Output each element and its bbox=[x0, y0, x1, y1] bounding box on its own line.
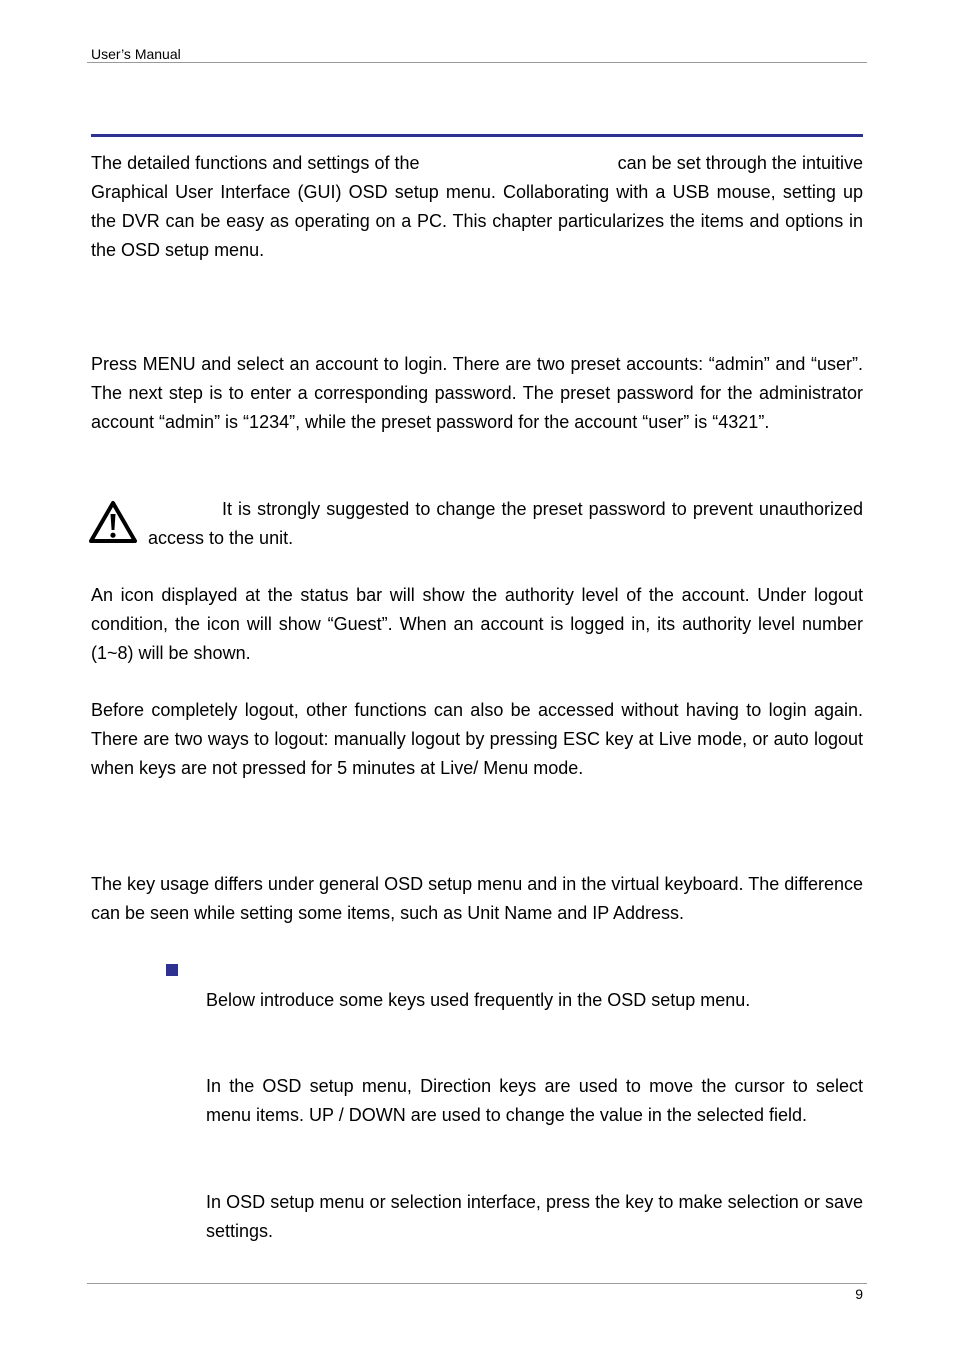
direction-keys-paragraph: In the OSD setup menu, Direction keys are used to move the cursor to select menu items. UP / DOWN are used to change the value in the selected field. bbox=[206, 1076, 863, 1125]
login-paragraph: Press MENU and select an account to login. There are two preset accounts: “admin” and “user”. The next step is to enter a corresponding password. The preset password for the administrator account “admin” is “1234”, while the preset password for the account “user” is “4321”. bbox=[91, 354, 863, 432]
logout-paragraph: Before completely logout, other functions can also be accessed without having to login again. There are two ways to logout: manually logout by pressing ESC key at Live mode, or auto logout when keys are not pressed for 5 minutes at Live/ Menu mode. bbox=[91, 700, 863, 778]
intro-text-after: can be set through the intuitive Graphical User Interface (GUI) OSD setup menu. Collaborating with a USB mouse, setting up the DVR can be easy as operating on a PC. This chapter particularizes the items and options in the OSD setup menu. bbox=[91, 153, 864, 260]
osd-keys-intro: Below introduce some keys used frequently in the OSD setup menu. bbox=[206, 990, 751, 1010]
header-manual-label: User’s Manual bbox=[91, 46, 181, 62]
footer-divider bbox=[87, 1283, 867, 1284]
warning-triangle-icon bbox=[89, 500, 137, 544]
intro-paragraph bbox=[91, 149, 863, 265]
status-bar-paragraph: An icon displayed at the status bar will show the authority level of the account. Under logout condition, the icon will show “Guest”. When an account is logged in, its authority level number (1~8) will be shown. bbox=[91, 585, 863, 663]
intro-text-before: The detailed functions and settings of the bbox=[91, 153, 420, 173]
bullet-square-icon bbox=[166, 964, 178, 976]
page-number: 9 bbox=[855, 1286, 863, 1302]
note-text: It is strongly suggested to change the preset password to prevent unauthorized access to the unit. bbox=[148, 499, 863, 548]
enter-key-paragraph: In OSD setup menu or selection interface, press the key to make selection or save settings. bbox=[206, 1192, 863, 1241]
header-divider bbox=[87, 62, 867, 63]
section-title-rule bbox=[91, 134, 863, 137]
key-usage-paragraph: The key usage differs under general OSD setup menu and in the virtual keyboard. The difference can be seen while setting some items, such as Unit Name and IP Address. bbox=[91, 874, 863, 923]
